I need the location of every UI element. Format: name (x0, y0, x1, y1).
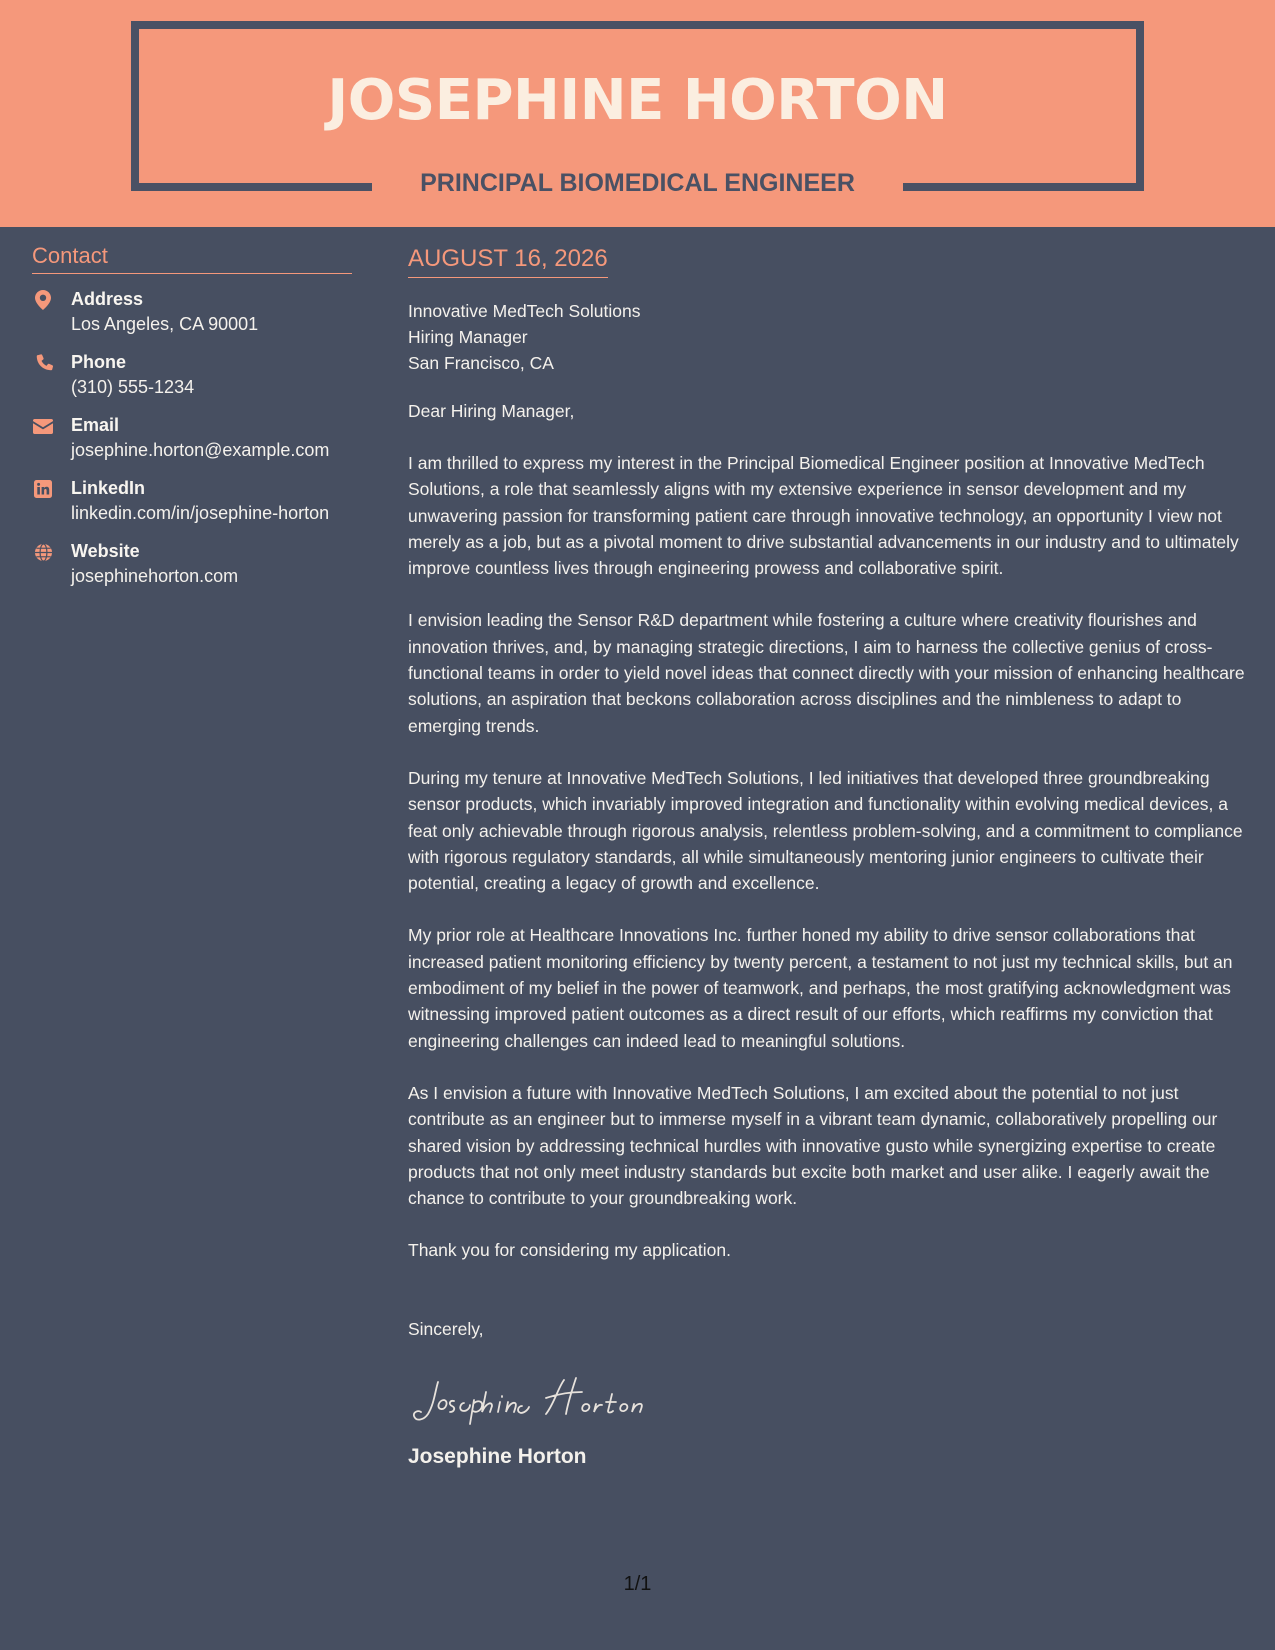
letter-date: AUGUST 16, 2026 (408, 243, 608, 278)
recipient-location: San Francisco, CA (408, 353, 554, 373)
contact-address (32, 287, 352, 337)
thank-you-line: Thank you for considering my application. (408, 1240, 731, 1261)
map-pin-icon (32, 289, 54, 311)
globe-icon (32, 541, 54, 563)
handwritten-signature (408, 1370, 1250, 1430)
applicant-role: PRINCIPAL BIOMEDICAL ENGINEER (420, 169, 855, 197)
body-paragraph: I envision leading the Sensor R&D department while fostering a culture where creativity flourishes and innovation thrives, and, by managing strategic directions, I aim to harness the collective genius of cross-functional teams in order to yield novel ideas that connect directly with your mission of enhancing healthcare solutions, an aspiration that beckons collaboration across disciplines and the nimbleness to adapt to emerging trends. (408, 610, 1245, 736)
page-number: 1/1 (623, 1573, 652, 1595)
contact-label: Phone (71, 352, 127, 372)
header-frame-bottom-left (131, 183, 372, 191)
salutation: Dear Hiring Manager, (408, 401, 575, 421)
contact-email (32, 413, 352, 463)
envelope-icon (32, 415, 54, 437)
contact-label: Email (71, 415, 120, 435)
body-paragraph: I am thrilled to express my interest in the Principal Biomedical Engineer position at Innovative MedTech Solutions, a role that seamlessly aligns with my extensive experience in sensor development and my unwavering passion for transforming patient care through innovative technology, an opportunity I view not merely as a job, but as a pivotal moment to drive substantial advancements in our industry and to ultimately improve countless lives through engineering prowess and collaborative spirit. (408, 453, 1239, 579)
contact-website (32, 539, 352, 589)
closing: Sincerely, (408, 1318, 484, 1339)
applicant-name: JOSEPHINE HORTON (327, 68, 948, 133)
header-frame-bottom-right (903, 183, 1144, 191)
contact-label: Address (71, 289, 144, 309)
body-paragraph: As I envision a future with Innovative MedTech Solutions, I am excited about the potential to not just contribute as an engineer but to immerse myself in a vibrant team dynamic, collaboratively propelling our shared vision by addressing technical hurdles with innovative gusto while synergizing expertise to create products that not only meet industry standards but excite both market and user alike. I eagerly await the chance to contribute to your groundbreaking work. (408, 1082, 1218, 1209)
recipient-block (408, 298, 1250, 376)
body-paragraph: During my tenure at Innovative MedTech Solutions, I led initiatives that developed three groundbreaking sensor products, which invariably improved integration and functionality within evolving medical devices, a feat only achievable through rigorous analysis, relentless problem-solving, and a commitment to compliance with rigorous regulatory standards, all while simultaneously mentoring junior engineers to cultivate their potential, creating a legacy of growth and excellence. (408, 767, 1243, 894)
contact-value: Los Angeles, CA 90001 (71, 314, 259, 334)
contact-value: josephinehorton.com (71, 566, 239, 586)
contact-label: LinkedIn (71, 478, 146, 498)
contact-phone (32, 350, 352, 400)
header-banner (0, 0, 1275, 227)
linkedin-icon (32, 478, 54, 500)
contact-heading: Contact (32, 242, 352, 274)
letter-body (408, 243, 1250, 1472)
contact-label: Website (71, 541, 140, 561)
contact-value: josephine.horton@example.com (71, 440, 330, 460)
contact-linkedin (32, 476, 352, 526)
recipient-company: Innovative MedTech Solutions (408, 301, 641, 321)
contact-sidebar (32, 242, 352, 589)
contact-value: (310) 555-1234 (71, 377, 195, 397)
body-paragraph: My prior role at Healthcare Innovations Inc. further honed my ability to drive sensor collaborations that increased patient monitoring efficiency by twenty percent, a testament to not just my technical skills, but an embodiment of my belief in the power of teamwork, and perhaps, the most gratifying acknowledgment was witnessing improved patient outcomes as a direct result of our efforts, which reaffirms my conviction that engineering challenges can indeed lead to meaningful solutions. (408, 925, 1233, 1051)
phone-icon (32, 352, 54, 374)
signer-name: Josephine Horton (408, 1444, 587, 1468)
recipient-title: Hiring Manager (408, 327, 528, 347)
contact-value: linkedin.com/in/josephine-horton (71, 503, 330, 523)
